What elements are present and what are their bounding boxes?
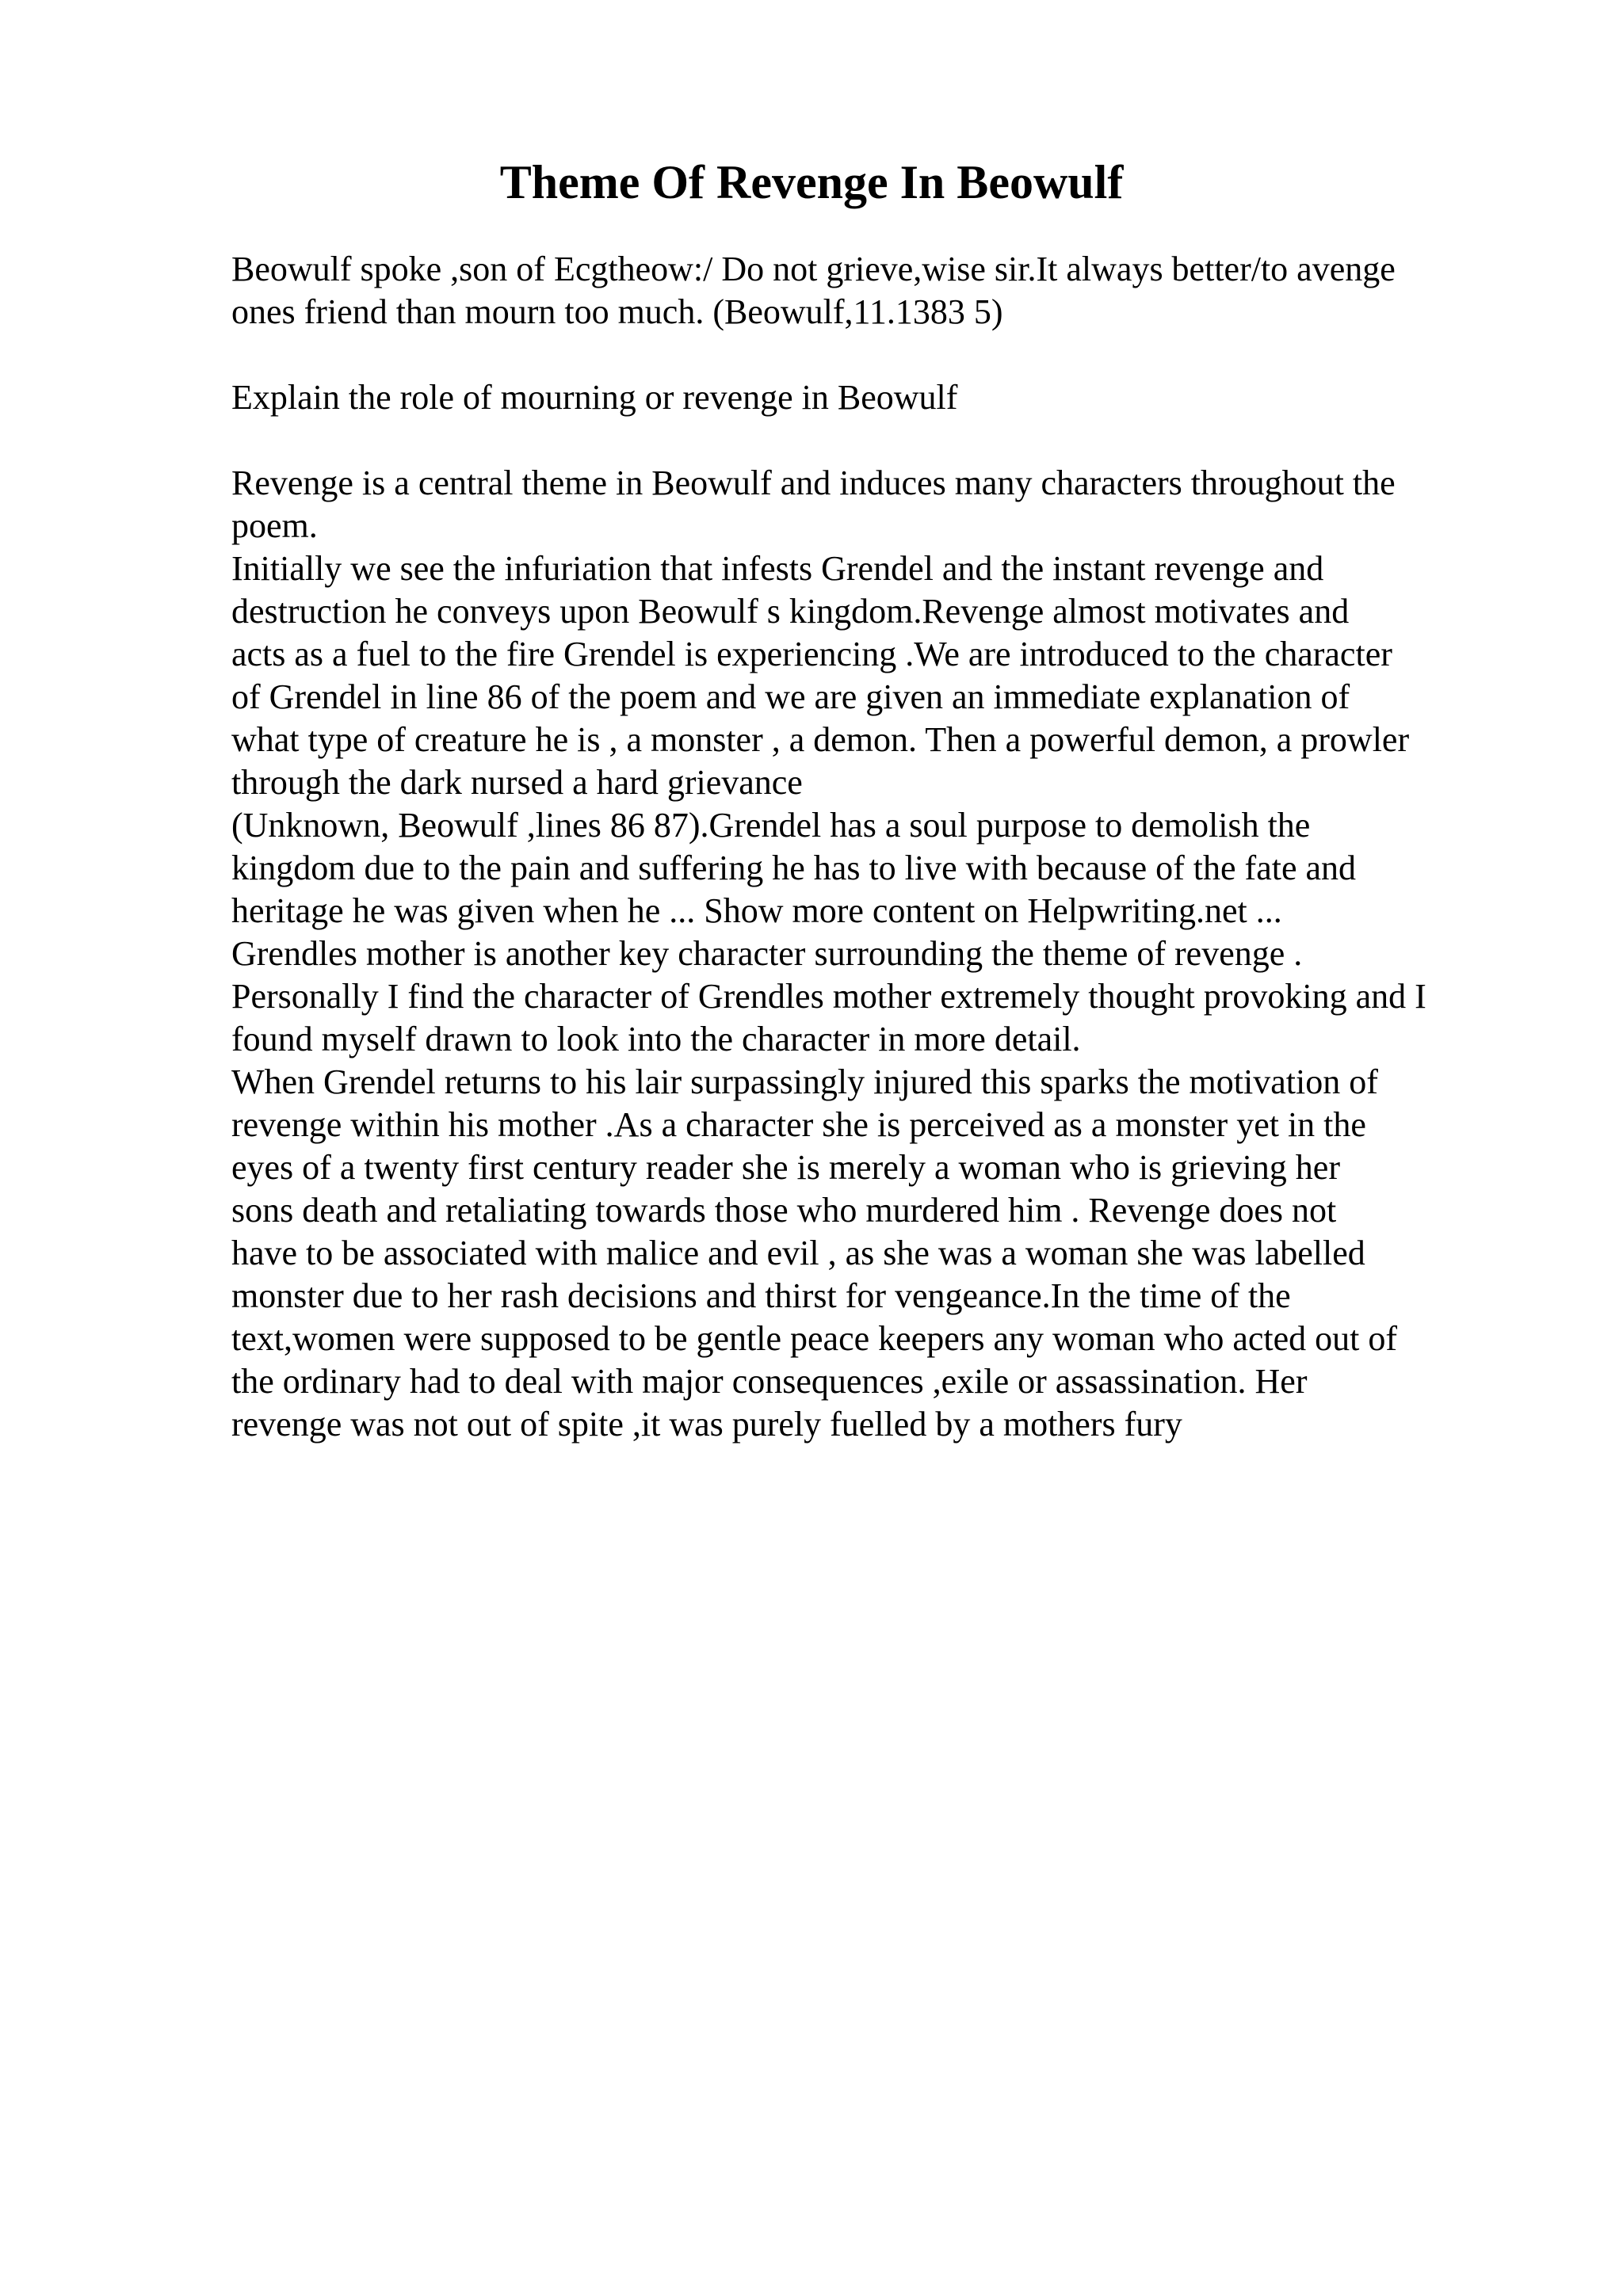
text-line: found myself drawn to look into the character in more detail.	[231, 1020, 1081, 1058]
text-line: the ordinary had to deal with major consequences ,exile or assassination. Her	[231, 1362, 1308, 1401]
paragraph-gap	[231, 419, 1579, 462]
text-line: kingdom due to the pain and suffering he has to live with because of the fate and	[231, 849, 1356, 887]
text-line: revenge was not out of spite ,it was purely fuelled by a mothers fury	[231, 1405, 1182, 1444]
text-line: text,women were supposed to be gentle peace keepers any woman who acted out of	[231, 1319, 1398, 1358]
text-line: through the dark nursed a hard grievance	[231, 763, 803, 802]
text-line: ones friend than mourn too much. (Beowulf,11.1383 5)	[231, 292, 1003, 331]
text-line: revenge within his mother .As a character she is perceived as a monster yet in the	[231, 1105, 1366, 1144]
text-line: heritage he was given when he ... Show more content on Helpwriting.net ...	[231, 891, 1282, 930]
text-line: When Grendel returns to his lair surpassingly injured this sparks the motivation of	[231, 1062, 1378, 1101]
text-line: eyes of a twenty first century reader she is merely a woman who is grieving her	[231, 1148, 1340, 1187]
text-line: of Grendel in line 86 of the poem and we are given an immediate explanation of	[231, 677, 1350, 716]
text-line: what type of creature he is , a monster , a demon. Then a powerful demon, a prowler	[231, 720, 1410, 759]
prompt-paragraph	[231, 376, 1579, 419]
text-line: have to be associated with malice and evil , as she was a woman she was labelled	[231, 1234, 1365, 1272]
text-line: sons death and retaliating towards those who murdered him . Revenge does not	[231, 1191, 1337, 1230]
text-line: Beowulf spoke ,son of Ecgtheow:/ Do not grieve,wise sir.It always better/to avenge	[231, 250, 1396, 288]
essay-paragraph	[231, 462, 1579, 1446]
text-line: destruction he conveys upon Beowulf s kingdom.Revenge almost motivates and	[231, 592, 1350, 631]
text-line: Explain the role of mourning or revenge in Beowulf	[231, 378, 958, 417]
text-line: Initially we see the infuriation that infests Grendel and the instant revenge and	[231, 549, 1324, 588]
text-line: Personally I find the character of Grendles mother extremely thought provoking and I	[231, 977, 1426, 1016]
text-line: poem.	[231, 506, 318, 545]
page-title: Theme Of Revenge In Beowulf	[499, 156, 1124, 208]
text-line: Grendles mother is another key character surrounding the theme of revenge .	[231, 934, 1303, 973]
text-line: (Unknown, Beowulf ,lines 86 87).Grendel has a soul purpose to demolish the	[231, 806, 1311, 845]
paragraph-gap	[231, 334, 1579, 376]
document-body	[231, 248, 1579, 1446]
text-line: monster due to her rash decisions and thirst for vengeance.In the time of the	[231, 1276, 1291, 1315]
quote-paragraph	[231, 248, 1579, 334]
text-line: Revenge is a central theme in Beowulf and induces many characters throughout the	[231, 463, 1396, 502]
text-line: acts as a fuel to the fire Grendel is experiencing .We are introduced to the character	[231, 635, 1392, 673]
